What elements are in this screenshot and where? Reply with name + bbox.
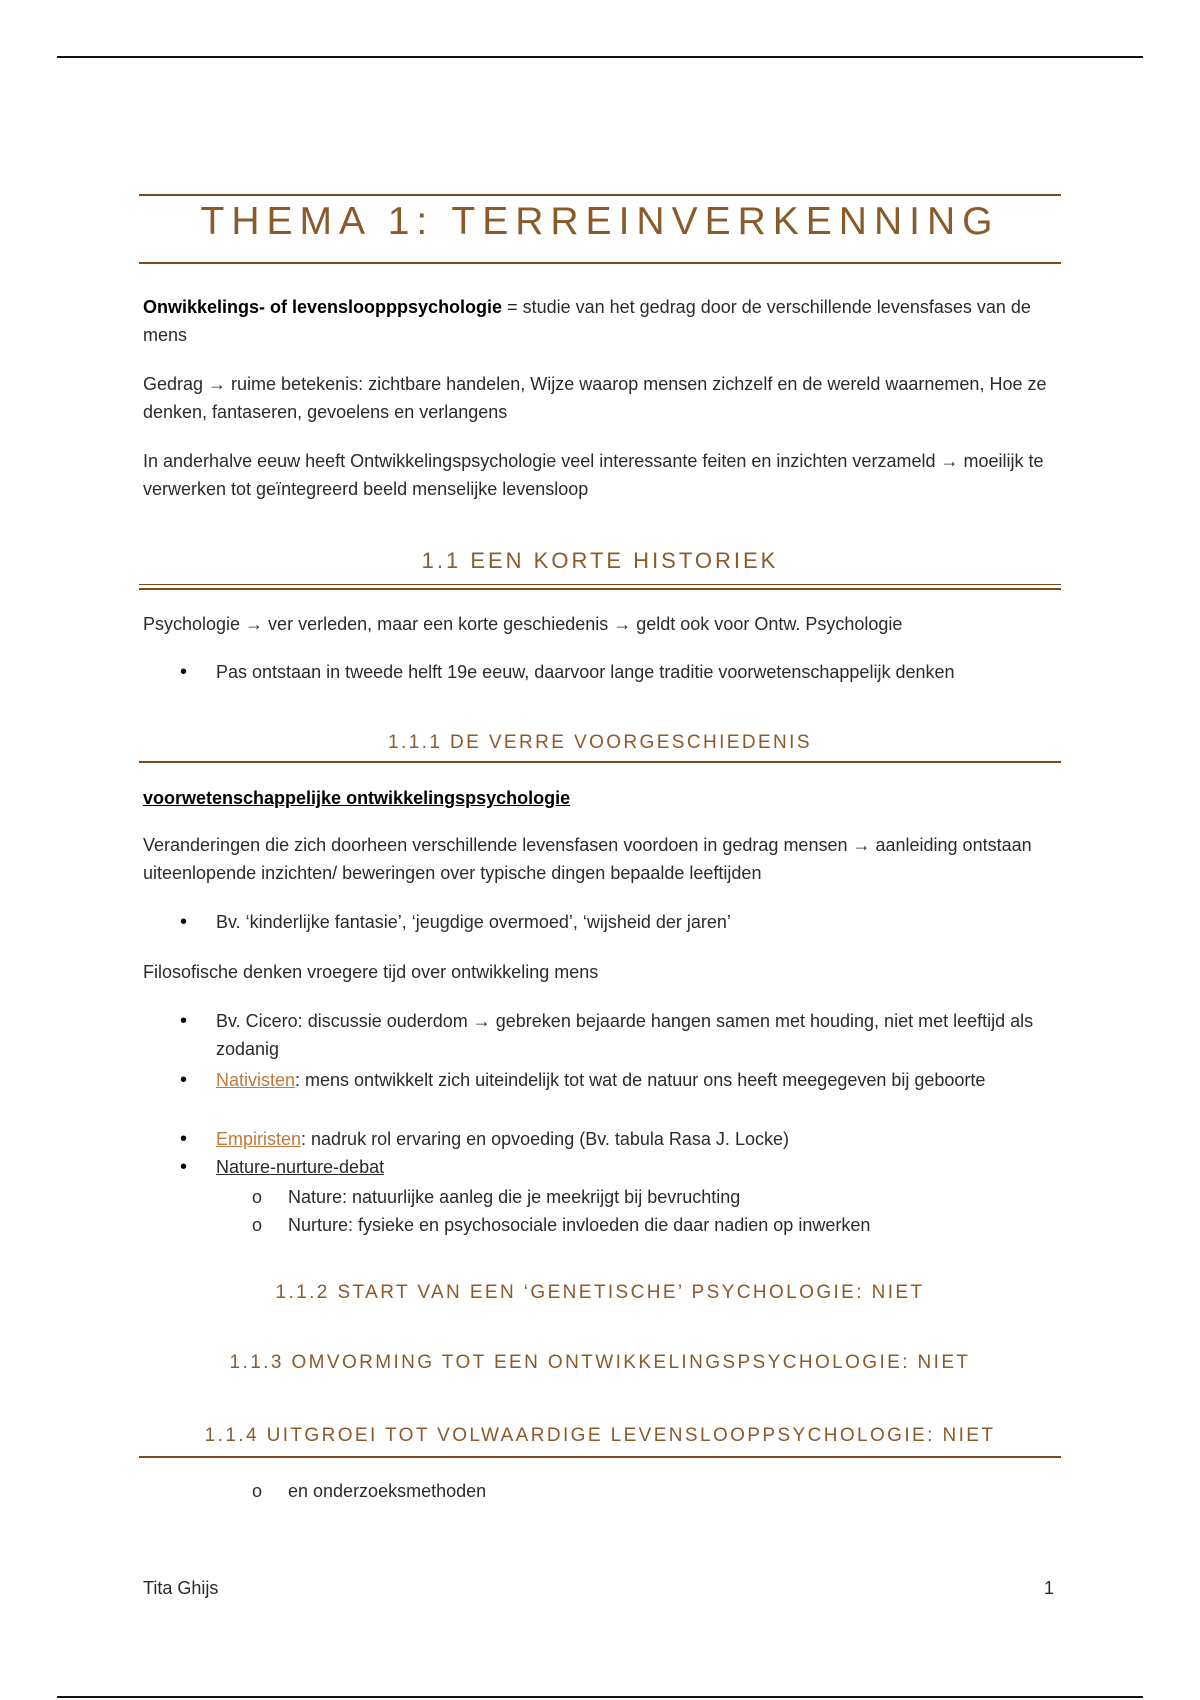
nativisten-text: : mens ontwikkelt zich uiteindelijk tot wat de natuur ons heeft meegegeven bij geboorte — [295, 1070, 986, 1090]
heading-1-1: 1.1 EEN KORTE HISTORIEK — [421, 548, 779, 573]
intro-anderhalve: In anderhalve eeuw heeft Ontwikkelingspsychologie veel interessante feiten en inzichten verzameld → moeilijk te verwerken tot geïntegreerd beeld menselijke levensloop — [143, 451, 1044, 499]
intro-term: Onwikkelings- of levensloopppsychologie — [143, 297, 503, 317]
circle-bullet-icon: o — [252, 1187, 263, 1207]
sub-list-item-text: en onderzoeksmethoden — [288, 1481, 487, 1501]
heading-1-1-4: 1.1.4 UITGROEI TOT VOLWAARDIGE LEVENSLOOPPSYCHOLOGIE: NIET — [204, 1425, 996, 1446]
heading-1-1-1-rule — [139, 761, 1061, 763]
heading-1-1-2: 1.1.2 START VAN EEN ‘GENETISCHE’ PSYCHOLOGIE: NIET — [275, 1282, 925, 1303]
bullet-icon: • — [180, 1156, 188, 1178]
list-item-text: Bv. Cicero: discussie ouderdom → gebreken bejaarde hangen samen met houding, niet met leeftijd als zodanig — [216, 1011, 1034, 1059]
circle-bullet-icon: o — [252, 1215, 263, 1235]
circle-bullet-icon: o — [252, 1481, 263, 1501]
heading-1-1-4-rule — [139, 1456, 1061, 1458]
sub-list-item-text: Nurture: fysieke en psychosociale invloeden die daar nadien op inwerken — [288, 1215, 871, 1235]
section-1-1-1-para2: Filosofische denken vroegere tijd over ontwikkeling mens — [143, 962, 599, 982]
empiristen-term: Empiristen — [216, 1129, 302, 1149]
intro-gedrag: Gedrag → ruime betekenis: zichtbare handelen, Wijze waarop mensen zichzelf en de wereld waarnemen, Hoe ze denken, fantaseren, gevoelens en verlangens — [143, 374, 1047, 422]
list-item-text: Bv. ‘kinderlijke fantasie’, ‘jeugdige overmoed’, ‘wijsheid der jaren’ — [216, 912, 731, 932]
intro-definition-text: = studie van het gedrag door de verschillende levensfases van de mens — [143, 297, 1031, 345]
section-1-1-1-subtitle — [143, 784, 1063, 812]
intro-definition — [143, 293, 1063, 349]
subtitle-text: voorwetenschappelijke ontwikkelingspsychologie — [143, 788, 571, 808]
title-top-rule — [139, 194, 1061, 196]
list-item-text — [216, 1066, 1036, 1094]
bottom-page-rule — [57, 1696, 1143, 1698]
bullet-icon: • — [180, 1128, 188, 1150]
heading-1-1-1: 1.1.1 DE VERRE VOORGESCHIEDENIS — [388, 732, 812, 753]
top-page-rule — [57, 56, 1143, 58]
heading-1-1-3: 1.1.3 OMVORMING TOT EEN ONTWIKKELINGSPSYCHOLOGIE: NIET — [229, 1352, 971, 1373]
section-1-1-1-para1: Veranderingen die zich doorheen verschillende levensfasen voordoen in gedrag mensen → aanleiding ontstaan uiteenlopende inzichten/ beweringen over typische dingen bepaalde leeftijden — [143, 835, 1032, 883]
title-bottom-rule — [139, 262, 1061, 264]
footer-page-number: 1 — [1044, 1578, 1055, 1598]
nativisten-term: Nativisten — [216, 1070, 296, 1090]
page-title: THEMA 1: TERREINVERKENNING — [200, 200, 1000, 243]
heading-1-1-rule-a — [139, 584, 1061, 585]
list-item-text: Pas ontstaan in tweede helft 19e eeuw, daarvoor lange traditie voorwetenschappelijk denken — [216, 662, 955, 682]
section-1-1-para: Psychologie → ver verleden, maar een korte geschiedenis → geldt ook voor Ontw. Psychologie — [143, 614, 903, 634]
list-item-text — [216, 1125, 1036, 1153]
bullet-icon: • — [180, 1010, 188, 1032]
bullet-icon: • — [180, 911, 188, 933]
heading-1-1-rule-b — [139, 588, 1061, 590]
bullet-icon: • — [180, 661, 188, 683]
sub-list-item-text: Nature: natuurlijke aanleg die je meekrijgt bij bevruchting — [288, 1187, 741, 1207]
bullet-icon: • — [180, 1069, 188, 1091]
footer-author: Tita Ghijs — [143, 1578, 219, 1598]
empiristen-text: : nadruk rol ervaring en opvoeding (Bv. tabula Rasa J. Locke) — [301, 1129, 789, 1149]
debat-text: Nature-nurture-debat — [216, 1157, 385, 1177]
